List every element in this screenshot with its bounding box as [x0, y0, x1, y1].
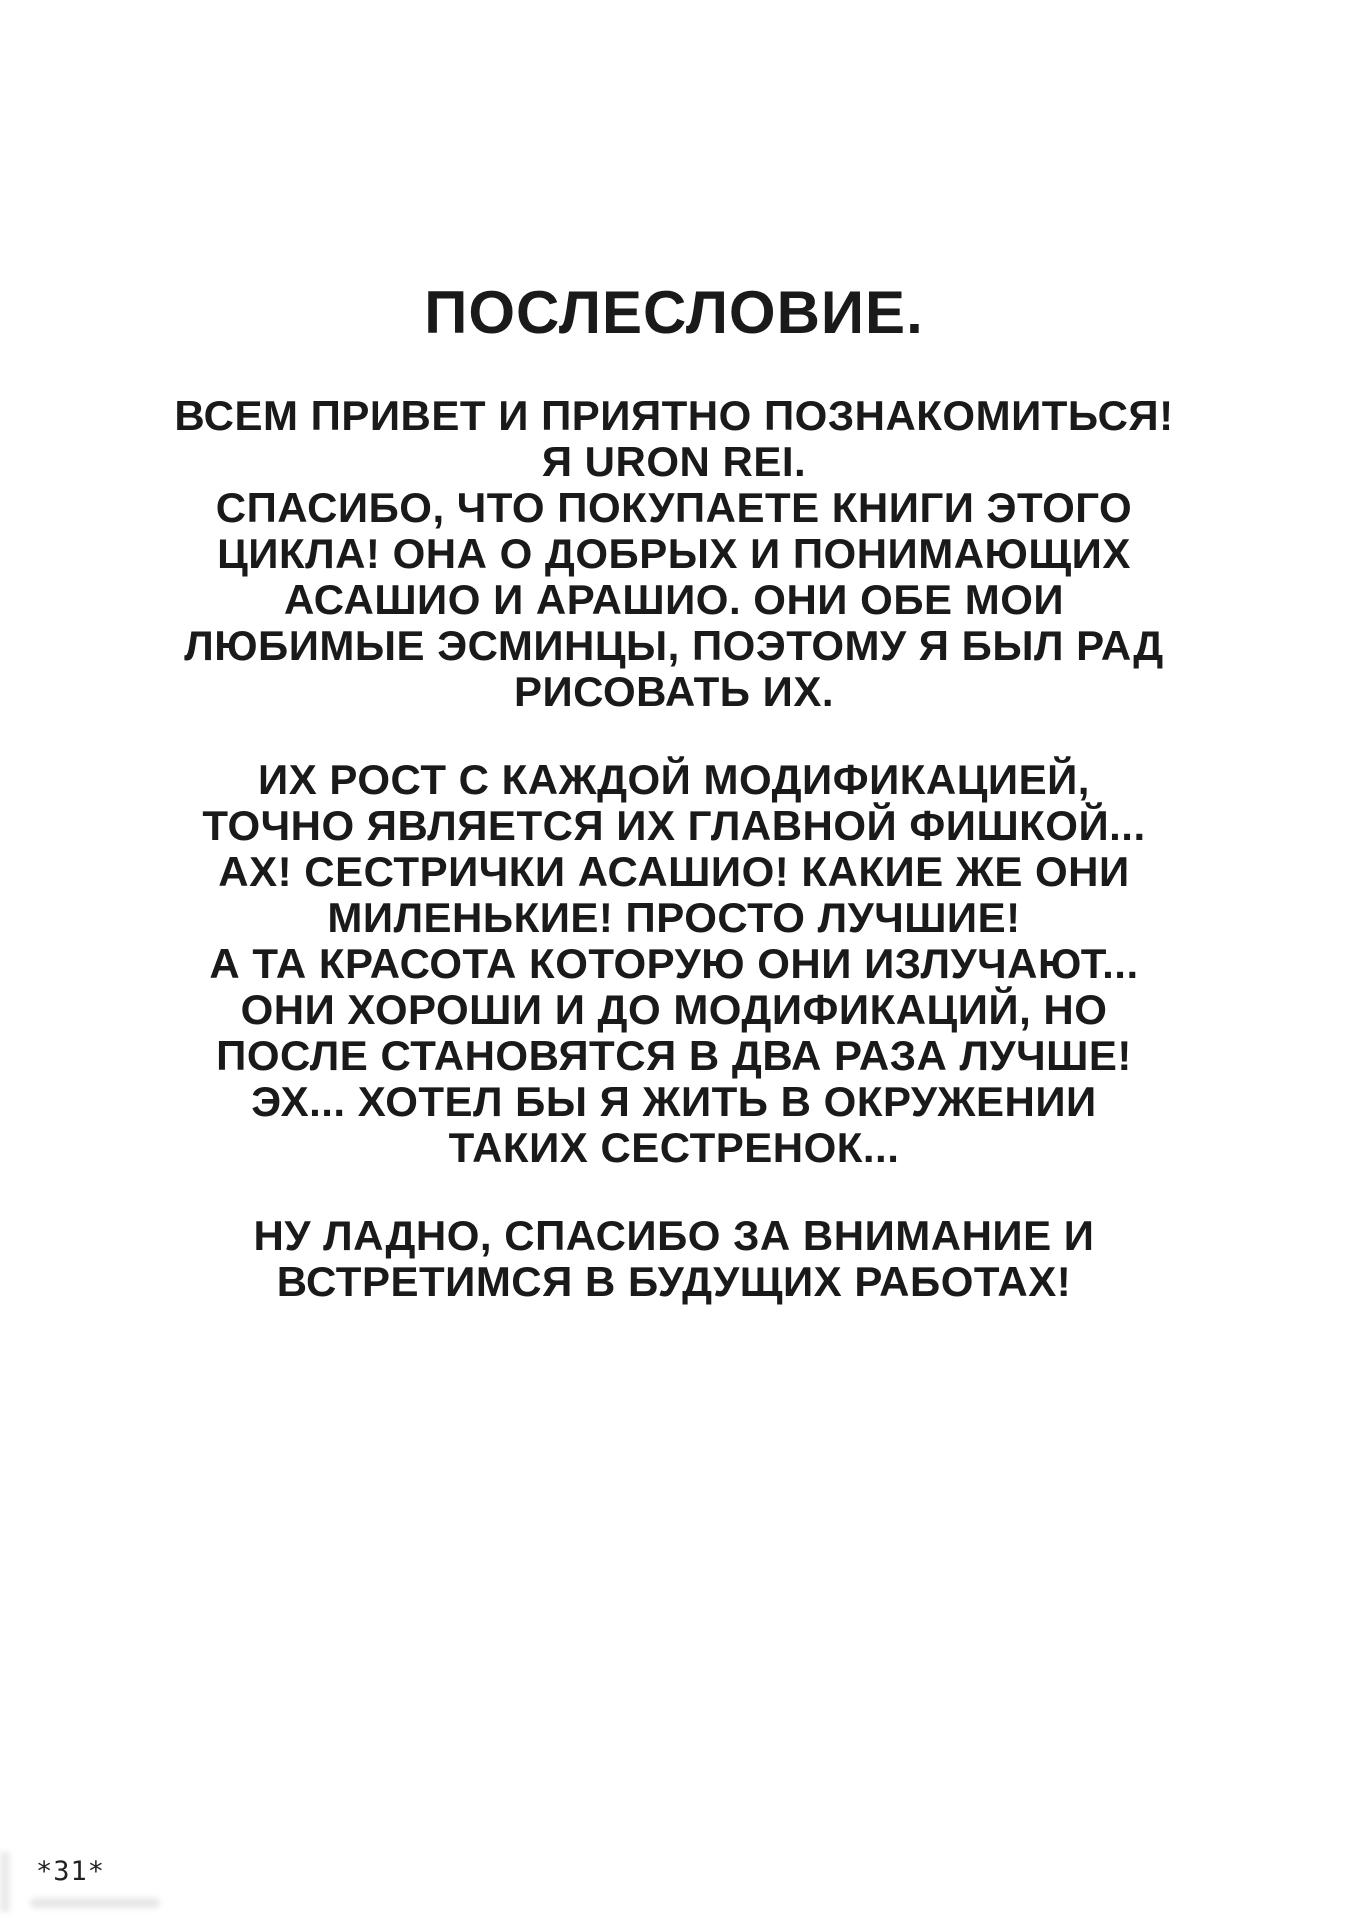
text-line: АХ! СЕСТРИЧКИ АСАШИО! КАКИЕ ЖЕ ОНИ	[218, 848, 1130, 895]
page-number: *31*	[36, 1856, 106, 1887]
text-line: ТОЧНО ЯВЛЯЕТСЯ ИХ ГЛАВНОЙ ФИШКОЙ...	[202, 802, 1146, 849]
text-line: ТАКИХ СЕСТРЕНОК...	[448, 1124, 900, 1171]
text-line: ЭХ... ХОТЕЛ БЫ Я ЖИТЬ В ОКРУЖЕНИИ	[251, 1078, 1097, 1125]
text-line: ОНИ ХОРОШИ И ДО МОДИФИКАЦИЙ, НО	[240, 986, 1108, 1033]
text-column	[124, 0, 1224, 1305]
paragraph-farewell	[124, 1213, 1224, 1305]
text-line: НУ ЛАДНО, СПАСИБО ЗА ВНИМАНИЕ И	[253, 1212, 1095, 1259]
text-line: ЛЮБИМЫЕ ЭСМИНЦЫ, ПОЭТОМУ Я БЫЛ РАД	[184, 622, 1164, 669]
paragraph-main	[124, 757, 1224, 1171]
text-line: ВСТРЕТИМСЯ В БУДУЩИХ РАБОТАХ!	[276, 1258, 1072, 1305]
text-line: ПОСЛЕ СТАНОВЯТСЯ В ДВА РАЗА ЛУЧШЕ!	[216, 1032, 1132, 1079]
page-title: ПОСЛЕСЛОВИЕ.	[424, 279, 924, 346]
text-line: ВСЕМ ПРИВЕТ И ПРИЯТНО ПОЗНАКОМИТЬСЯ!	[174, 392, 1174, 439]
text-line: А ТА КРАСОТА КОТОРУЮ ОНИ ИЗЛУЧАЮТ...	[209, 940, 1139, 987]
text-line: МИЛЕНЬКИЕ! ПРОСТО ЛУЧШИЕ!	[327, 894, 1021, 941]
scan-smudge	[30, 1898, 160, 1908]
text-line: ИХ РОСТ С КАЖДОЙ МОДИФИКАЦИЕЙ,	[258, 756, 1090, 803]
paragraph-greeting	[124, 393, 1224, 715]
text-line: СПАСИБО, ЧТО ПОКУПАЕТЕ КНИГИ ЭТОГО	[215, 484, 1133, 531]
text-line: РИСОВАТЬ ИХ.	[513, 668, 834, 715]
text-line: АСАШИО И АРАШИО. ОНИ ОБЕ МОИ	[283, 576, 1065, 623]
text-line: Я URON REI.	[541, 438, 807, 485]
scan-smudge	[0, 1852, 10, 1912]
text-line: ЦИКЛА! ОНА О ДОБРЫХ И ПОНИМАЮЩИХ	[217, 530, 1131, 577]
